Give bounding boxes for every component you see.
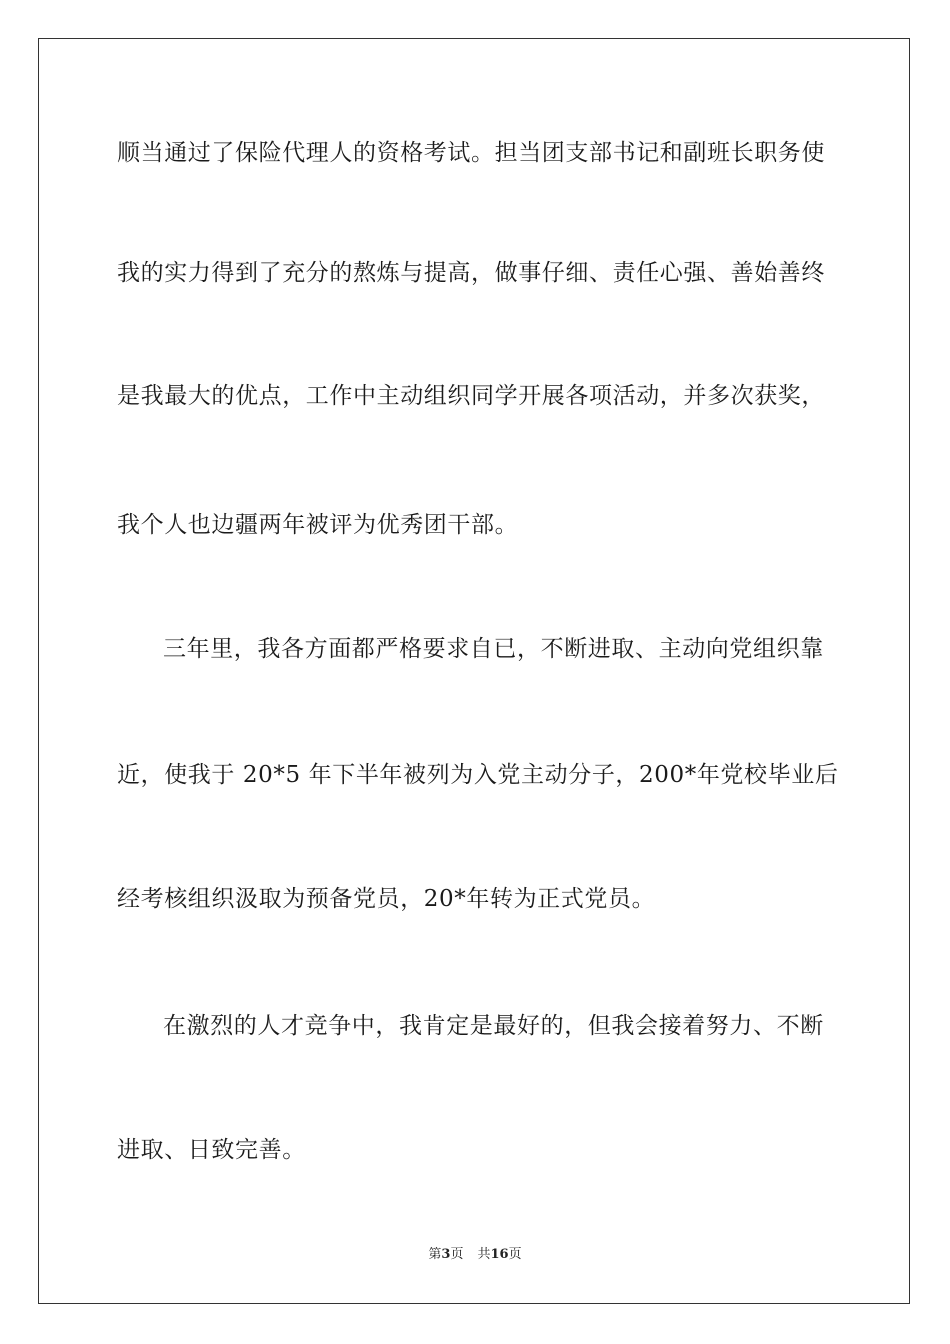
- body-line-7: 经考核组织汲取为预备党员，20*年转为正式党员。: [117, 886, 656, 912]
- body-line-4: 我个人也边疆两年被评为优秀团干部。: [117, 512, 519, 538]
- body-line-2: 我的实力得到了充分的熬炼与提高，做事仔细、责任心强、善始善终: [117, 260, 825, 286]
- body-line-3: 是我最大的优点，工作中主动组织同学开展各项活动，并多次获奖，: [117, 383, 825, 409]
- page-prefix: 第: [428, 1247, 442, 1262]
- page-footer: [0, 1246, 950, 1264]
- body-line-9: 进取、日致完善。: [117, 1137, 306, 1163]
- total-pages: 16: [490, 1247, 509, 1262]
- paragraph-2-line-1: 三年里，我各方面都严格要求自已，不断进取、主动向党组织靠: [163, 636, 824, 662]
- page-suffix: 页: [450, 1247, 464, 1262]
- total-suffix: 页: [508, 1247, 522, 1262]
- paragraph-3-line-1: 在激烈的人才竞争中，我肯定是最好的，但我会接着努力、不断: [163, 1013, 824, 1039]
- total-prefix: 共: [477, 1247, 491, 1262]
- page-number: 3: [441, 1247, 451, 1262]
- body-line-1: 顺当通过了保险代理人的资格考试。担当团支部书记和副班长职务使: [117, 140, 825, 166]
- page-border: [38, 38, 910, 1304]
- body-line-6: 近，使我于 20*5 年下半年被列为入党主动分子，200*年党校毕业后: [117, 762, 839, 788]
